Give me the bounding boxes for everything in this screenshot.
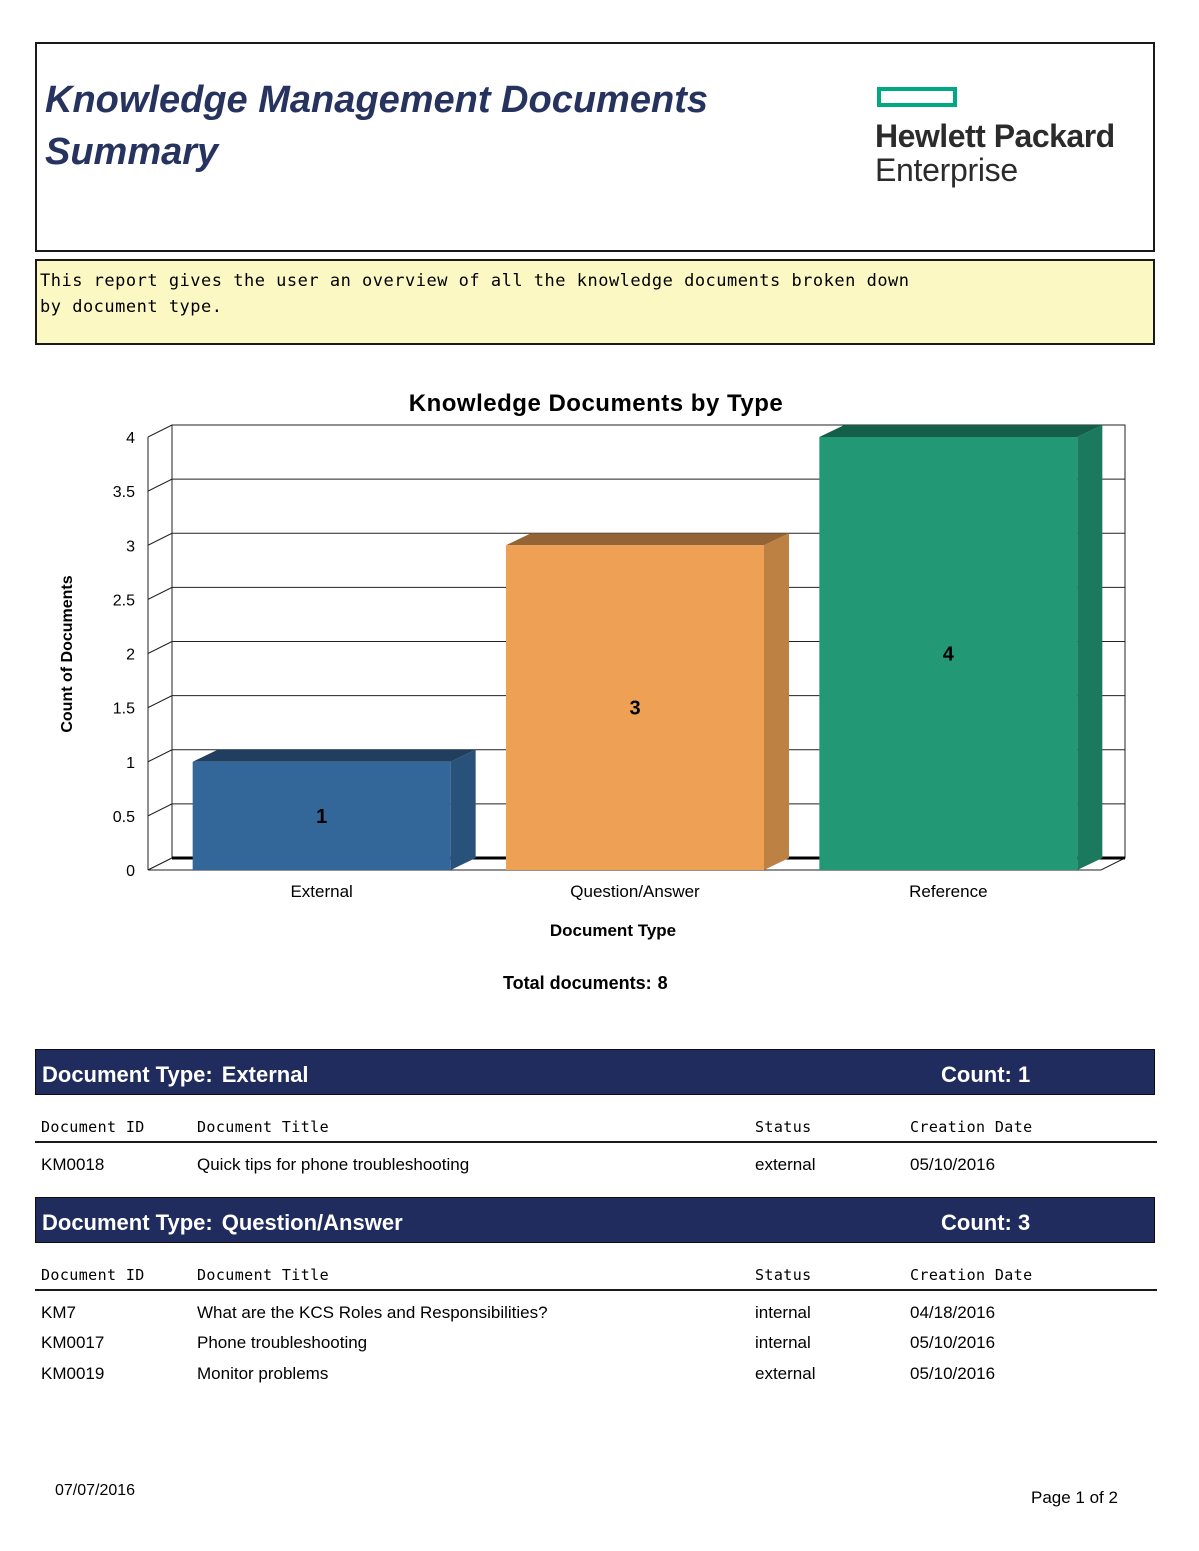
column-header-date: Creation Date: [910, 1118, 1033, 1136]
document-id: KM7: [41, 1303, 76, 1322]
chart-x-tick-label: Reference: [909, 882, 988, 901]
chart-data-label: 3: [629, 697, 641, 720]
chart-bar-side: [1077, 425, 1102, 870]
column-header-title: Document Title: [197, 1266, 330, 1284]
column-header-status: Status: [755, 1118, 812, 1136]
chart-x-tick-label: Question/Answer: [570, 882, 700, 901]
document-id: KM0019: [41, 1364, 105, 1383]
chart-bar-side: [764, 533, 789, 870]
chart-y-axis-label: Count of Documents: [59, 575, 76, 733]
group-count: [941, 1062, 1030, 1088]
document-status: internal: [755, 1303, 811, 1322]
group-header-question-answer: [35, 1197, 1155, 1243]
group-type-label: Document Type:: [42, 1210, 213, 1235]
chart-y-tick-label: 2.5: [112, 592, 135, 610]
chart-title: Knowledge Documents by Type: [408, 390, 784, 417]
column-headers: [35, 1257, 1157, 1291]
table-row: [35, 1298, 1155, 1328]
group-count-value: 1: [1017, 1062, 1031, 1087]
group-count-label: Count:: [941, 1210, 1012, 1235]
document-date: 05/10/2016: [910, 1333, 996, 1352]
chart-y-tick-label: 0: [126, 863, 135, 880]
chart-bar-side: [451, 750, 476, 870]
chart-gridline-side: [148, 479, 172, 491]
footer-date: 07/07/2016: [55, 1482, 136, 1499]
chart-y-tick-label: 3.5: [112, 484, 135, 502]
chart-gridline-side: [148, 533, 172, 545]
chart-y-tick-label: 0.5: [112, 808, 135, 826]
chart-gridline-side: [148, 750, 172, 762]
chart-bar-top: [819, 425, 1102, 437]
chart-bar: [193, 750, 476, 870]
logo-rectangle-icon: [877, 87, 957, 107]
chart-x-tick-label: External: [290, 882, 353, 901]
document-title: Monitor problems: [197, 1364, 329, 1383]
chart-y-tick-label: 2: [126, 646, 135, 664]
document-id: KM0017: [41, 1333, 105, 1352]
footer-page-number: Page 1 of 2: [1031, 1488, 1118, 1507]
document-date: 05/10/2016: [910, 1155, 996, 1174]
logo-name-line2: Enterprise: [875, 152, 1018, 188]
chart-bar-top: [506, 533, 789, 545]
group-type: [42, 1062, 309, 1088]
group-type-label: Document Type:: [42, 1062, 213, 1087]
group-count-label: Count:: [941, 1062, 1012, 1087]
document-id: KM0018: [41, 1155, 105, 1174]
table-row: [35, 1359, 1155, 1389]
column-header-id: Document ID: [41, 1266, 145, 1284]
chart-y-tick-label: 3: [126, 538, 135, 556]
document-title: Phone troubleshooting: [197, 1333, 368, 1352]
group-type-value: Question/Answer: [221, 1210, 403, 1235]
group-type: [42, 1210, 403, 1236]
chart-bar: [506, 533, 789, 870]
chart-gridline-side: [148, 696, 172, 708]
column-header-id: Document ID: [41, 1118, 145, 1136]
group-header-external: [35, 1049, 1155, 1095]
column-headers: [35, 1109, 1157, 1143]
total-documents-label: Total documents:: [503, 973, 652, 993]
column-header-status: Status: [755, 1266, 812, 1284]
table-row: [35, 1328, 1155, 1358]
total-documents: [503, 973, 668, 994]
documents-by-type-chart: [0, 380, 1199, 960]
chart-x-axis-label: Document Type: [549, 921, 677, 940]
chart-data-label: 1: [316, 805, 328, 828]
column-header-title: Document Title: [197, 1118, 330, 1136]
group-type-value: External: [221, 1062, 309, 1087]
group-count-value: 3: [1017, 1210, 1031, 1235]
report-description-box: [35, 259, 1155, 345]
chart-gridline-side: [148, 804, 172, 816]
document-status: external: [755, 1155, 816, 1174]
document-title: What are the KCS Roles and Responsibilities?: [197, 1303, 548, 1322]
chart-y-tick-label: 1.5: [112, 700, 135, 718]
document-date: 04/18/2016: [910, 1303, 996, 1322]
report-title: Knowledge Management Documents Summary: [45, 79, 708, 173]
company-logo: [875, 84, 1135, 194]
document-status: external: [755, 1364, 816, 1383]
chart-bar-top: [193, 750, 476, 762]
document-title: Quick tips for phone troubleshooting: [197, 1155, 470, 1174]
document-status: internal: [755, 1333, 811, 1352]
total-documents-value: 8: [657, 973, 668, 993]
report-header: [35, 42, 1155, 252]
report-description: This report gives the user an overview of all the knowledge documents broken down by document type.: [40, 271, 910, 317]
chart-gridline-side: [148, 587, 172, 599]
document-date: 05/10/2016: [910, 1364, 996, 1383]
group-count: [941, 1210, 1030, 1236]
chart-y-tick-label: 4: [126, 430, 135, 447]
chart-gridline-side: [148, 425, 172, 437]
chart-bar: [819, 425, 1102, 870]
chart-x-ticks: [290, 882, 987, 901]
chart-y-ticks: [113, 430, 135, 880]
column-header-date: Creation Date: [910, 1266, 1033, 1284]
table-row: [35, 1150, 1155, 1180]
chart-data-label: 4: [942, 643, 954, 666]
logo-name-line1: Hewlett Packard: [875, 118, 1115, 154]
chart-y-tick-label: 1: [126, 754, 135, 772]
chart-gridline-side: [148, 642, 172, 654]
